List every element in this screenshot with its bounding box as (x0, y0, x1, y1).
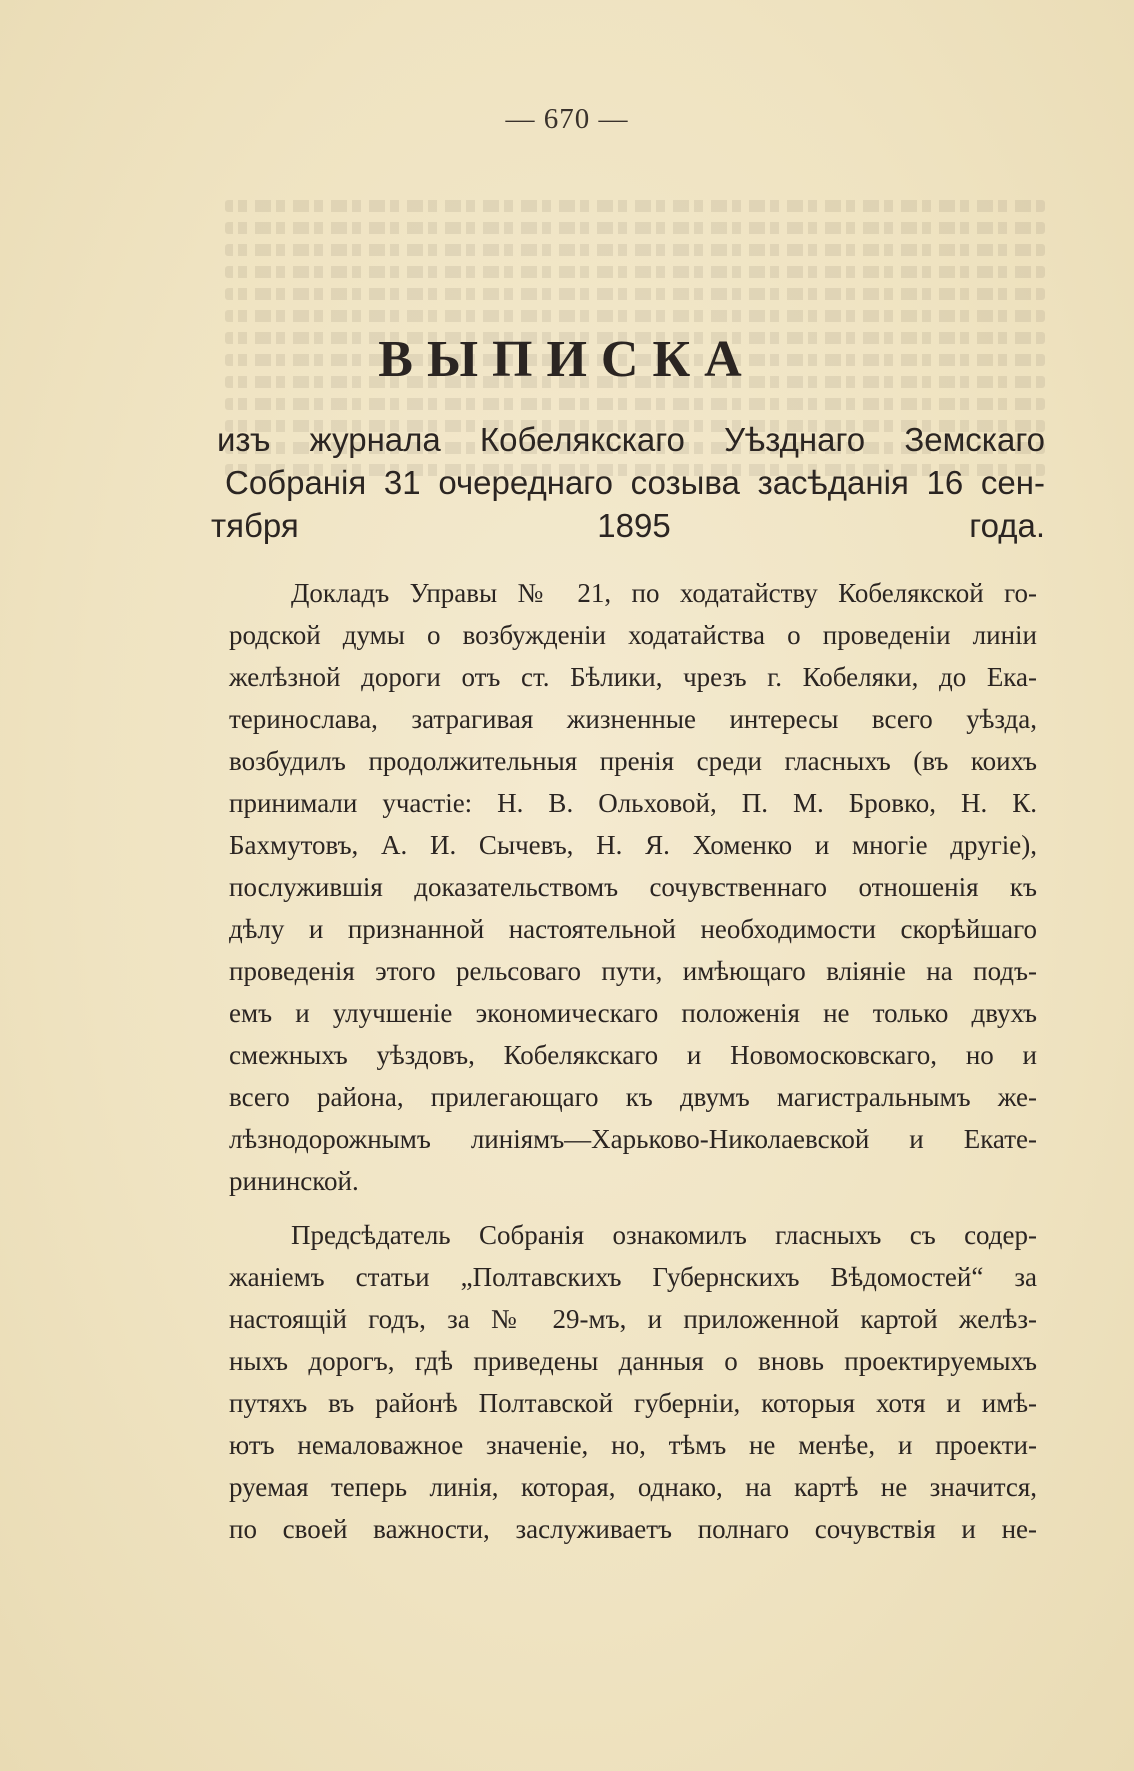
text-line: путяхъ въ районѣ Полтавской губерніи, которыя хотя и имѣ- (229, 1388, 1037, 1418)
subtitle-line: изъ журнала Кобелякскаго Уѣзднаго Земскаго (217, 421, 1045, 458)
page-number: — 670 — (505, 103, 629, 135)
text-line: принимали участіе: Н. В. Ольховой, П. М. Бровко, Н. К. (229, 788, 1037, 818)
text-line: по своей важности, заслуживаетъ полнаго сочувствія и не- (229, 1514, 1037, 1544)
paragraph-chairman (229, 1214, 1037, 1550)
text-line: смежныхъ уѣздовъ, Кобелякскаго и Новомосковскаго, но и (229, 1040, 1037, 1070)
document-subtitle (211, 418, 1045, 547)
subtitle-line: Собранія 31 очереднаго созыва засѣданія 16 сен- (225, 464, 1045, 501)
text-line: возбудилъ продолжительныя пренія среди гласныхъ (въ коихъ (229, 746, 1037, 776)
text-line: Предсѣдатель Собранія ознакомилъ гласныхъ съ содер- (291, 1220, 1037, 1250)
bleed-through-texture (225, 190, 1045, 610)
text-line: емъ и улучшеніе экономическаго положенія не только двухъ (229, 998, 1037, 1028)
text-line: лѣзнодорожнымъ линіямъ—Харьково-Николаевской и Екате- (229, 1124, 1037, 1154)
body-text (229, 572, 1037, 1550)
text-line: рининской. (229, 1166, 359, 1196)
text-line: желѣзной дороги отъ ст. Бѣлики, чрезъ г. Кобеляки, до Ека- (229, 662, 1037, 692)
text-line: Докладъ Управы № 21, по ходатайству Кобелякской го- (291, 578, 1037, 608)
text-line: Бахмутовъ, А. И. Сычевъ, Н. Я. Хоменко и многіе другіе), (229, 830, 1037, 860)
paragraph-report (229, 572, 1037, 1202)
text-line: ютъ немаловажное значеніе, но, тѣмъ не менѣе, и проекти- (229, 1430, 1037, 1460)
text-line: настоящій годъ, за № 29-мъ, и приложенной картой желѣз- (229, 1304, 1037, 1334)
text-line: теринослава, затрагивая жизненные интересы всего уѣзда, (229, 704, 1037, 734)
text-line: дѣлу и признанной настоятельной необходимости скорѣйшаго (229, 914, 1037, 944)
document-title: ВЫПИСКА (378, 331, 756, 388)
text-line: проведенія этого рельсоваго пути, имѣющаго вліяніе на подъ- (229, 956, 1037, 986)
text-line: родской думы о возбужденіи ходатайства о проведеніи линіи (229, 620, 1037, 650)
text-line: руемая теперь линія, которая, однако, на картѣ не значится, (229, 1472, 1037, 1502)
text-line: жаніемъ статьи „Полтавскихъ Губернскихъ Вѣдомостей“ за (229, 1262, 1037, 1292)
text-line: всего района, прилегающаго къ двумъ магистральнымъ же- (229, 1082, 1037, 1112)
subtitle-line: тября 1895 года. (211, 507, 1045, 544)
text-line: послужившія доказательствомъ сочувственнаго отношенія къ (229, 872, 1037, 902)
text-line: ныхъ дорогъ, гдѣ приведены данныя о вновь проектируемыхъ (229, 1346, 1037, 1376)
